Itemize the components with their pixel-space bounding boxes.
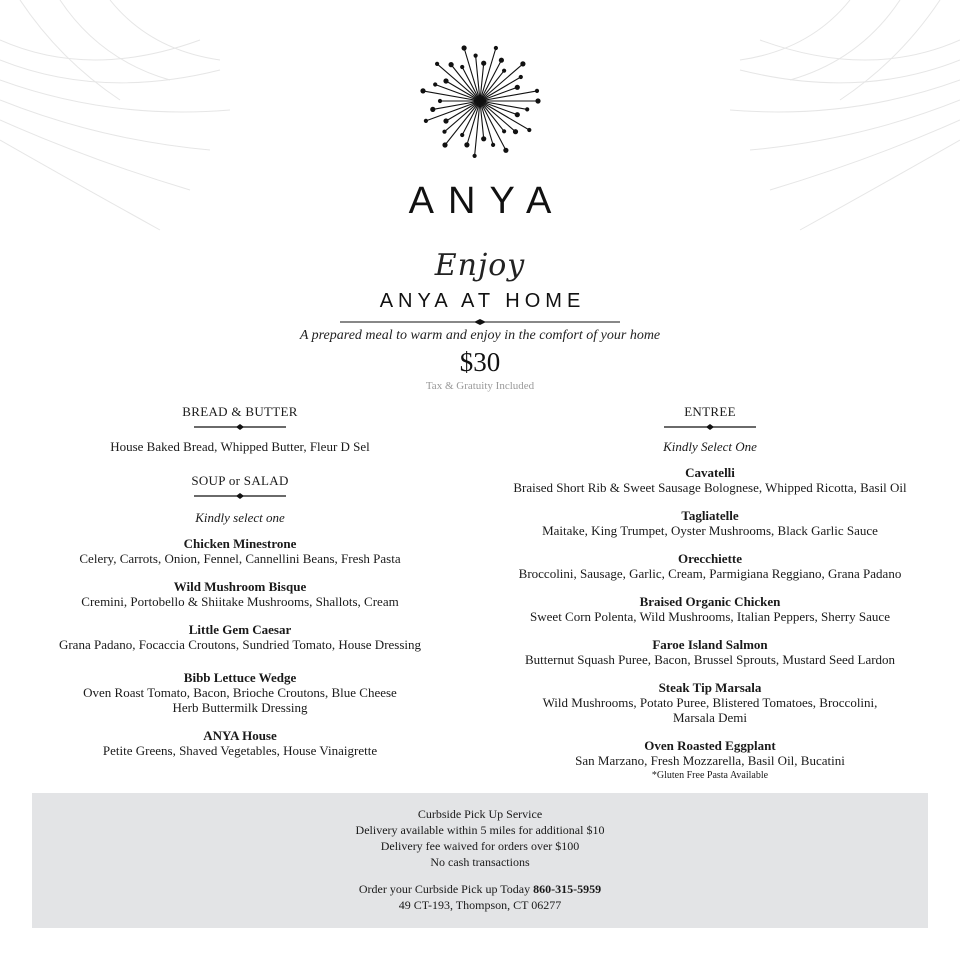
item-description: Grana Padano, Focaccia Croutons, Sundried Tomato, House Dressing (58, 637, 422, 652)
item-name: Wild Mushroom Bisque (173, 579, 307, 594)
item-description: Celery, Carrots, Onion, Fennel, Cannellini Beans, Fresh Pasta (79, 551, 401, 566)
item-name: ANYA House (203, 728, 277, 743)
menu-item (490, 508, 930, 538)
menu-item (490, 551, 930, 581)
section-title-bread: BREAD & BUTTER (182, 404, 298, 419)
left-menu-column (20, 404, 460, 758)
service-line: No cash transactions (430, 855, 530, 869)
item-description: Butternut Squash Puree, Bacon, Brussel Sprouts, Mustard Seed Lardon (524, 652, 896, 667)
menu-item (20, 536, 460, 566)
section-divider (194, 492, 286, 500)
section-divider (664, 423, 756, 431)
item-description: San Marzano, Fresh Mozzarella, Basil Oil, Bucatini (575, 753, 845, 768)
item-description: Braised Short Rib & Sweet Sausage Bolognese, Whipped Ricotta, Basil Oil (513, 480, 907, 495)
address: 49 CT-193, Thompson, CT 06277 (398, 898, 562, 912)
menu-item (20, 622, 460, 652)
item-name: Orecchiette (678, 551, 742, 566)
item-description: Marsala Demi (672, 710, 747, 725)
menu-item (20, 579, 460, 609)
phone-number[interactable]: 860-315-5959 (533, 882, 602, 896)
menu-item (490, 680, 930, 725)
item-description: Broccolini, Sausage, Garlic, Cream, Parmigiana Reggiano, Grana Padano (518, 566, 902, 581)
item-name: Braised Organic Chicken (639, 594, 781, 609)
item-name: Little Gem Caesar (188, 622, 292, 637)
menu-item (490, 738, 930, 768)
item-description: Maitake, King Trumpet, Oyster Mushrooms, Black Garlic Sauce (542, 523, 878, 538)
brand-name: ANYA (408, 180, 566, 222)
item-description: Petite Greens, Shaved Vegetables, House Vinaigrette (102, 743, 378, 758)
section-divider (194, 423, 286, 431)
menu-item (20, 728, 460, 758)
bread-description: House Baked Bread, Whipped Butter, Fleur D Sel (110, 439, 370, 454)
item-description: Herb Buttermilk Dressing (172, 700, 308, 715)
order-line (32, 881, 928, 897)
service-line: Delivery fee waived for orders over $100 (380, 839, 580, 853)
title-divider (340, 318, 620, 326)
menu-item (20, 670, 460, 715)
item-name: Cavatelli (685, 465, 735, 480)
tagline: A prepared meal to warm and enjoy in the comfort of your home (299, 328, 661, 343)
soup-salad-instruction: Kindly select one (195, 510, 285, 525)
item-name: Tagliatelle (681, 508, 739, 523)
menu-item (490, 465, 930, 495)
section-title-soup-salad: SOUP or SALAD (191, 473, 289, 488)
item-description: Sweet Corn Polenta, Wild Mushrooms, Italian Peppers, Sherry Sauce (530, 609, 890, 624)
entree-instruction: Kindly Select One (663, 439, 757, 454)
item-description: Wild Mushrooms, Potato Puree, Blistered Tomatoes, Broccolini, (542, 695, 878, 710)
service-line: Delivery available within 5 miles for additional $10 (355, 823, 605, 837)
starburst-logo-icon (412, 36, 548, 166)
price: $30 (459, 347, 501, 377)
right-menu-column (490, 404, 930, 783)
pickup-info-box (32, 793, 928, 928)
gluten-free-note: *Gluten Free Pasta Available (651, 770, 769, 781)
price-note: Tax & Gratuity Included (425, 380, 535, 392)
item-name: Oven Roasted Eggplant (644, 738, 776, 753)
section-title-entree: ENTREE (684, 404, 736, 419)
menu-item (490, 594, 930, 624)
menu-title: ANYA AT HOME (379, 290, 586, 312)
item-description: Cremini, Portobello & Shiitake Mushrooms, Shallots, Cream (81, 594, 399, 609)
service-line: Curbside Pick Up Service (417, 807, 543, 821)
item-description: Oven Roast Tomato, Bacon, Brioche Croutons, Blue Cheese (83, 685, 397, 700)
item-name: Faroe Island Salmon (652, 637, 768, 652)
menu-item (490, 637, 930, 667)
item-name: Chicken Minestrone (183, 536, 297, 551)
script-headline: Enjoy (434, 248, 526, 283)
item-name: Bibb Lettuce Wedge (183, 670, 297, 685)
item-name: Steak Tip Marsala (658, 680, 762, 695)
order-prefix: Order your Curbside Pick up Today (358, 882, 531, 896)
